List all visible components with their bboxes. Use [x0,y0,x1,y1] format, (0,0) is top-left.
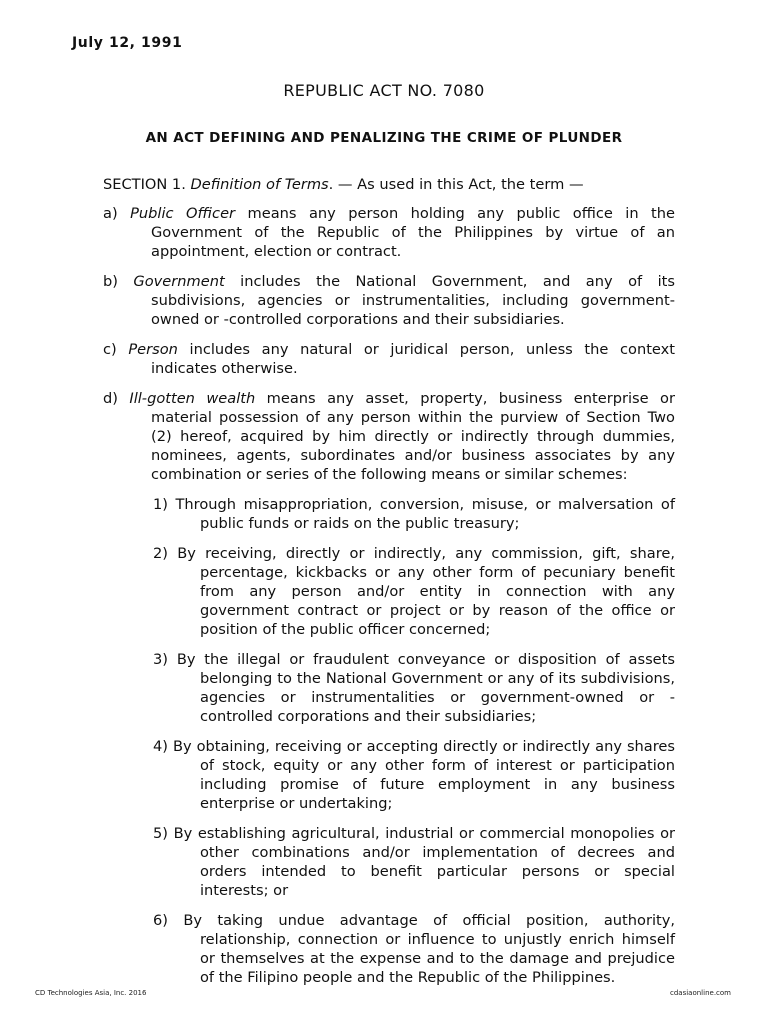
term-person [103,340,675,378]
term-name: Government [133,273,225,290]
document-body [103,175,675,998]
term-government [103,272,675,329]
term-definition: means any asset, property, business enterprise or material possession of any person within the purview of Section Two (2) hereof, acquired by him directly or indirectly through dummies, nominees, agents, subordinates and/or business associates by any combination or series of the following means or similar schemes: [151,390,675,483]
term-definition: includes the National Government, and any of its subdivisions, agencies or instrumentalities, including government-owned or -controlled corporations and their subsidiaries. [151,273,675,328]
term-name: Person [128,341,178,358]
section-intro: . — As used in this Act, the term — [328,176,584,193]
term-marker: d) [103,390,130,407]
term-marker: c) [103,341,129,358]
term-definition: means any person holding any public office in the Government of the Republic of the Philippines by virtue of an appointment, election or contract. [151,205,675,260]
footer-website: cdasiaonline.com [670,989,731,997]
act-subtitle: AN ACT DEFINING AND PENALIZING THE CRIME OF PLUNDER [145,130,623,146]
footer-publisher: CD Technologies Asia, Inc. 2016 [35,989,147,997]
term-marker: a) [103,205,131,222]
clause-4: 4) By obtaining, receiving or accepting directly or indirectly any shares of stock, equity or any other form of interest or participation including promise of future employment in any business enterprise or undertaking; [153,738,675,812]
term-name: Public Officer [130,205,236,222]
document-date: July 12, 1991 [72,35,183,51]
section-1-heading [103,175,675,194]
clause-3: 3) By the illegal or fraudulent conveyance or disposition of assets belonging to the National Government or any of its subdivisions, agencies or instrumentalities or government-owned or -controlled corporations and their subsidiaries; [153,651,675,725]
term-name: Ill-gotten wealth [129,390,256,407]
act-title: REPUBLIC ACT NO. 7080 [283,81,485,100]
term-marker: b) [103,273,134,290]
term-definition: includes any natural or juridical person, unless the context indicates otherwise. [151,341,675,377]
section-title: Definition of Terms [190,176,329,193]
term-ill-gotten-wealth [103,389,675,484]
clause-1: 1) Through misappropriation, conversion, misuse, or malversation of public funds or raids on the public treasury; [153,496,675,532]
clause-5: 5) By establishing agricultural, industrial or commercial monopolies or other combinations and/or implementation of decrees and orders intended to benefit particular persons or special interests; or [153,825,675,899]
term-public-officer [103,204,675,261]
clause-2: 2) By receiving, directly or indirectly, any commission, gift, share, percentage, kickbacks or any other form of pecuniary benefit from any person and/or entity in connection with any government contract or project or by reason of the office or position of the public officer concerned; [153,545,675,638]
section-label: SECTION 1. [103,176,191,193]
clause-6: 6) By taking undue advantage of official position, authority, relationship, connection or influence to unjustly enrich himself or themselves at the expense and to the damage and prejudice of the Filipino people and the Republic of the Philippines. [153,912,675,986]
